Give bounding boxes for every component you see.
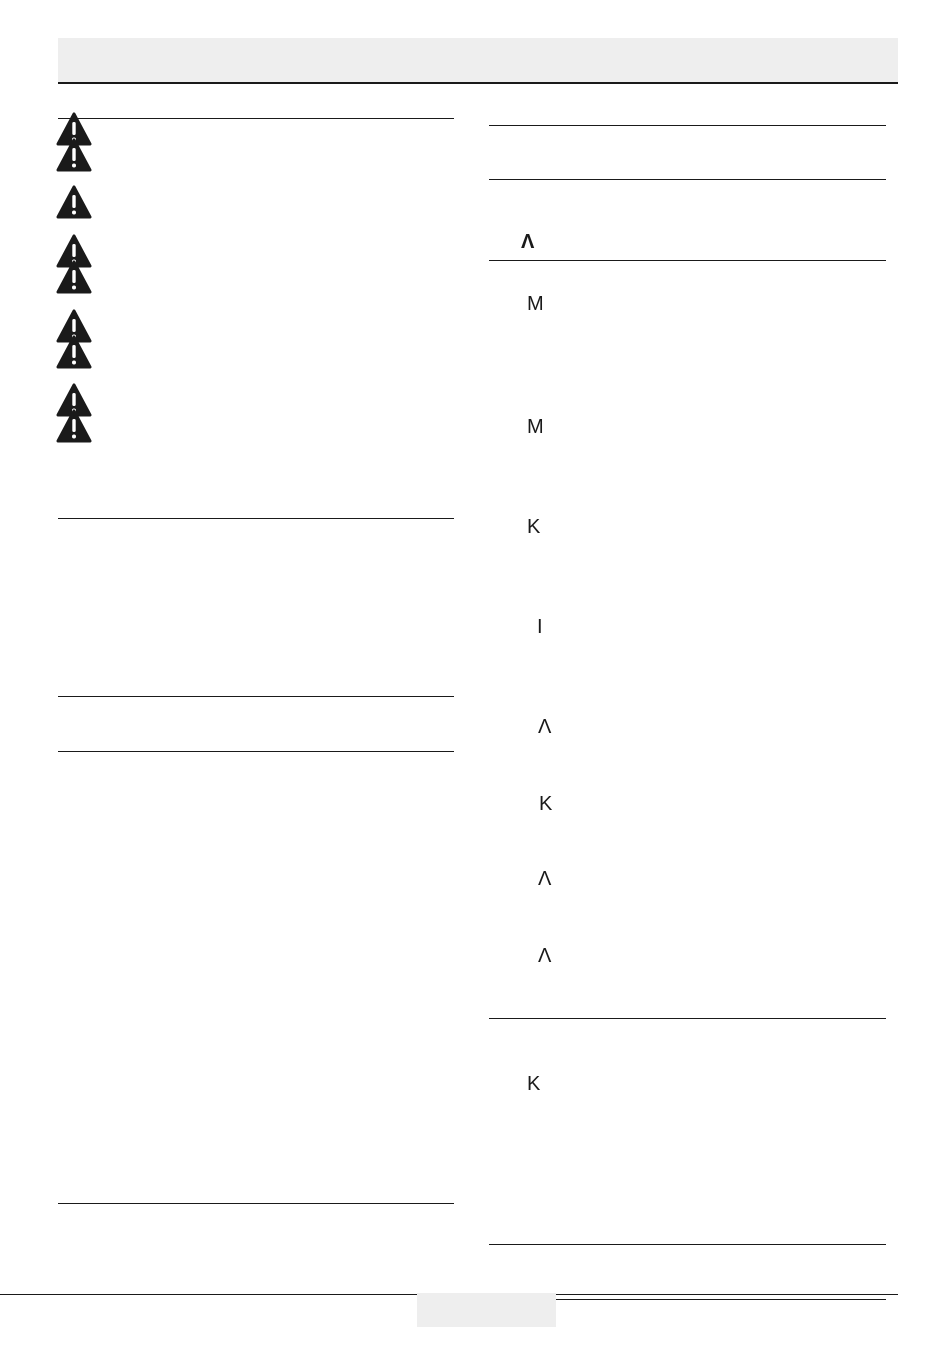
left-rule-4: [58, 751, 454, 752]
list-item-letter: Λ: [538, 716, 552, 738]
warning-triangle-icon: [56, 409, 92, 443]
left-rule-2: [58, 518, 454, 519]
left-rule-3: [58, 696, 454, 697]
left-rule-1: [58, 118, 454, 119]
page-number-tab: [417, 1293, 556, 1327]
list-item-letter: Λ: [538, 868, 552, 890]
section-heading-letter: Λ: [521, 231, 535, 253]
warning-triangle-icon: [56, 260, 92, 294]
right-rule-1: [489, 125, 886, 126]
list-item-letter: K: [527, 516, 541, 538]
right-rule-5: [489, 1244, 886, 1245]
warning-triangle-icon: [56, 138, 92, 172]
list-item-letter: K: [527, 1073, 541, 1095]
list-item-letter: M: [527, 416, 544, 438]
list-item-letter: K: [539, 793, 553, 815]
right-rule-4: [489, 1018, 886, 1019]
list-item-letter: Λ: [538, 945, 552, 967]
list-item-letter: I: [537, 616, 543, 638]
left-rule-5: [58, 1203, 454, 1204]
right-rule-2: [489, 179, 886, 180]
header-band: [58, 38, 898, 84]
warning-triangle-icon: [56, 335, 92, 369]
list-item-letter: M: [527, 293, 544, 315]
right-rule-3: [489, 260, 886, 261]
warning-triangle-icon: [56, 185, 92, 219]
